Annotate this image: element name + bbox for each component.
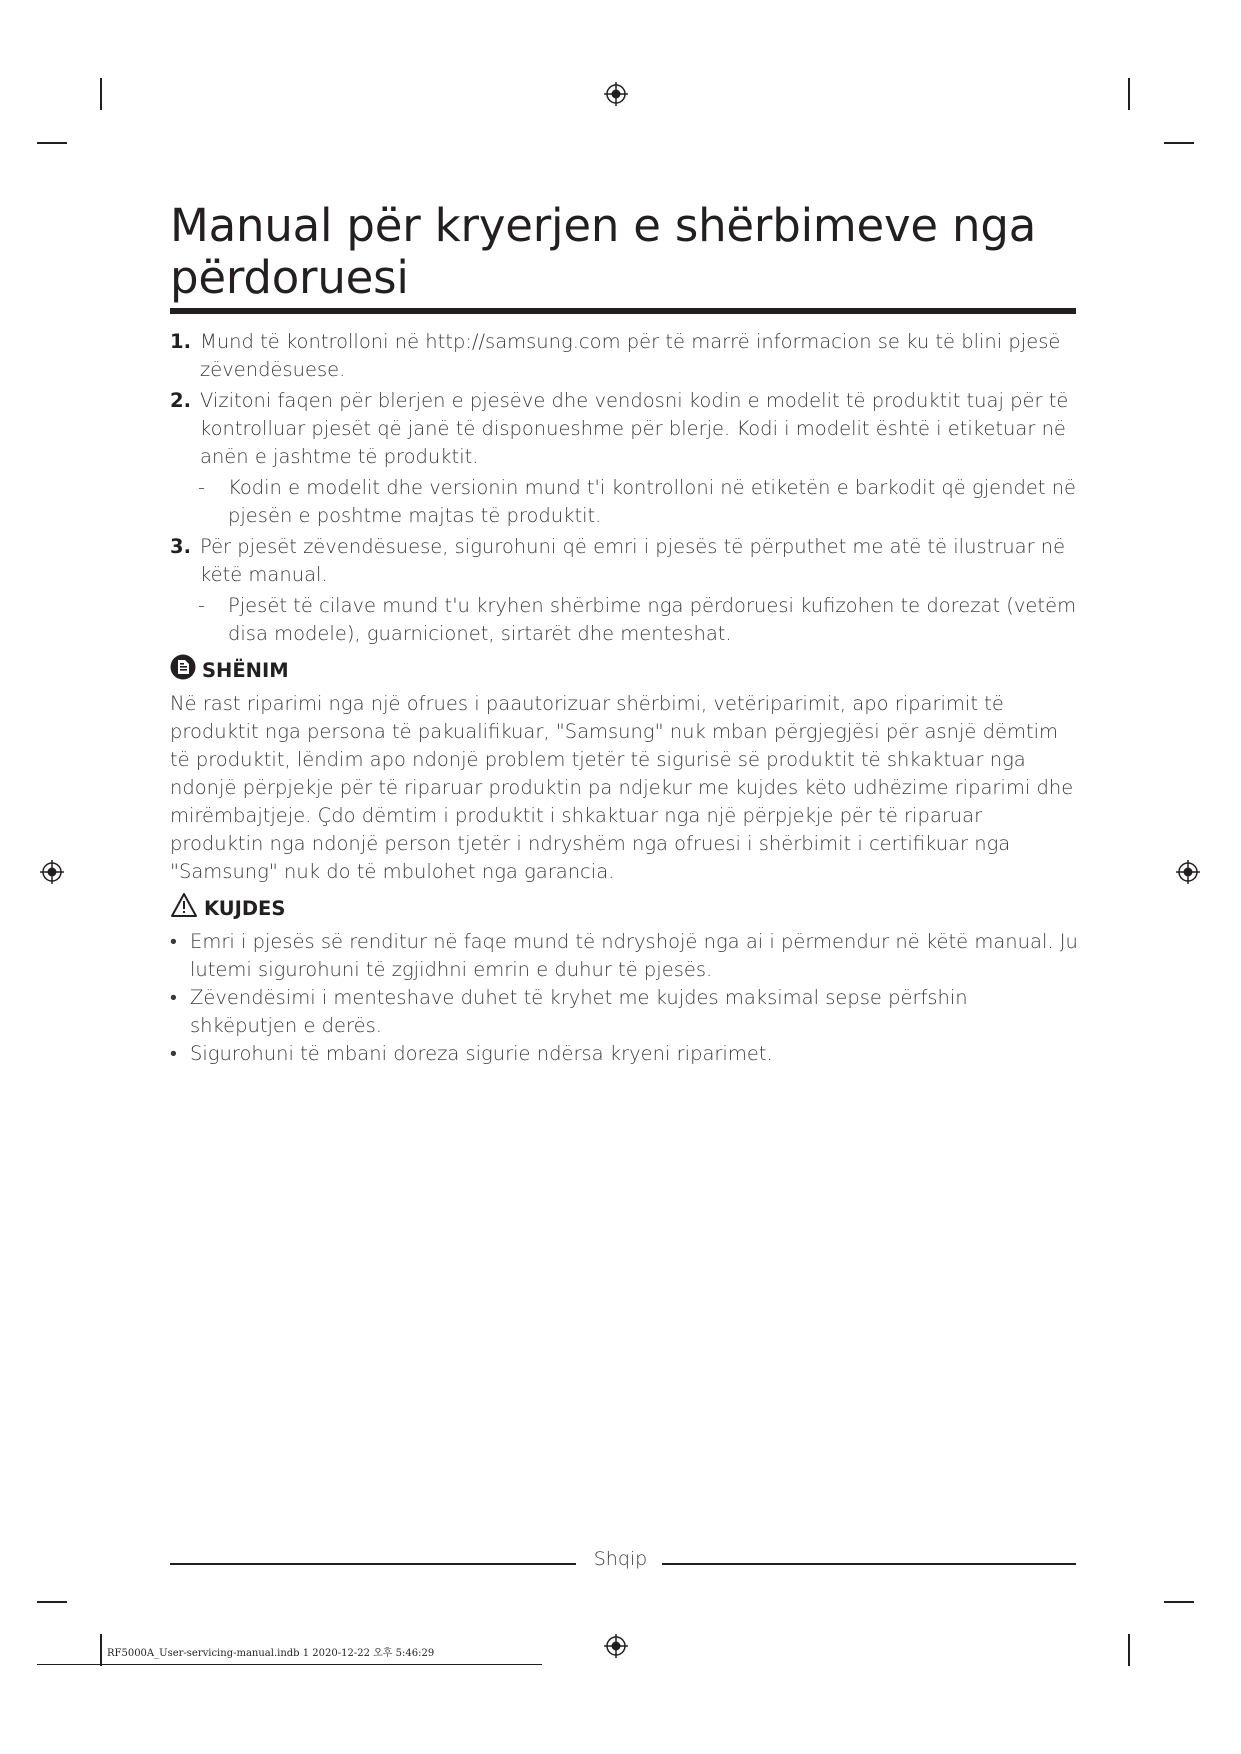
registration-mark-icon [604,1634,628,1658]
note-label: SHËNIM [202,659,289,682]
crop-mark [100,1634,102,1666]
imprint-rule [37,1664,542,1665]
bullet-marker: • [170,930,177,953]
caution-heading [170,892,1080,926]
step-number: 1. [170,330,191,353]
note-document-icon [170,654,196,688]
title-rule [170,308,1076,314]
caution-item-text: Sigurohuni të mbani doreza sigurie ndërsa kryeni riparimet. [190,1042,773,1065]
caution-item-text: Emri i pjesës së renditur në faqe mund të ndryshojë nga ai i përmendur në këtë manual. Ju lutemi sigurohuni të zgjidhni emrin e duhur të pjesës. [190,930,1078,981]
page-title: Manual për kryerjen e shërbimeve nga përdoruesi [170,199,1037,304]
warning-triangle-icon [170,892,198,926]
crop-mark [1128,1634,1130,1666]
step-text: Vizitoni faqen për blerjen e pjesëve dhe vendosni kodin e modelit të produktit tuaj për të kontrolluar pjesët që janë të disponueshme për blerje. Kodi i modelit është i etiketuar në anën e jashtme të produktit. [200,389,1069,468]
registration-mark-icon [40,860,64,884]
crop-mark [37,142,67,144]
print-imprint: RF5000A_User-servicing-manual.indb 1 2020-12-22 오후 5:46:29 [107,1648,435,1659]
dash-marker: - [198,476,206,499]
registration-mark-icon [604,82,628,106]
crop-mark [1164,142,1194,144]
step-text: Mund të kontrolloni në http://samsung.com për të marrë informacion se ku të blini pjesë zëvendësuese. [200,330,1061,381]
crop-mark [1164,1601,1194,1603]
step-3 [170,533,1080,589]
bullet-marker: • [170,1042,177,1065]
crop-mark [100,78,102,110]
registration-mark-icon [1176,860,1200,884]
step-number: 2. [170,389,191,412]
crop-mark [37,1601,67,1603]
step-1 [170,328,1080,384]
note-text: Në rast riparimi nga një ofrues i paautorizuar shërbimi, vetëriparimit, apo riparimit të produktit nga persona të pakualifikuar, "Samsung" nuk mban përgjegjësi për asnjë dëmtim të produktit, lëndim apo ndonjë problem tjetër të sigurisë së produktit të shkaktuar nga ndonjë përpjekje për të riparuar produktin pa ndjekur me kujdes këto udhëzime riparimi dhe mirëmbajtjeje. Çdo dëmtim i produktit i shkaktuar nga një përpjekje për të riparuar produktin nga ndonjë person tjetër i ndryshëm nga ofruesi i shërbimit i certifikuar nga "Samsung" nuk do të mbulohet nga garancia. [170,692,1074,883]
main-content [170,328,1080,1068]
step-2-subitem [170,474,1080,530]
step-2 [170,387,1080,471]
subitem-text: Pjesët të cilave mund t'u kryhen shërbime nga përdoruesi kufizohen te dorezat (vetëm disa modele), guarnicionet, sirtarët dhe menteshat. [228,594,1077,645]
subitem-text: Kodin e modelit dhe versionin mund t'i kontrolloni në etiketën e barkodit që gjendet në pjesën e poshtme majtas të produktit. [228,476,1077,527]
dash-marker: - [198,594,206,617]
step-3-subitem [170,592,1080,648]
step-number: 3. [170,535,191,558]
caution-label: KUJDES [204,897,286,920]
bullet-marker: • [170,986,177,1009]
footer-language: Shqip [593,1548,648,1570]
caution-item [170,928,1080,984]
note-heading [170,654,1080,688]
crop-mark [1128,78,1130,110]
caution-item [170,1040,1080,1068]
caution-item-text: Zëvendësimi i menteshave duhet të kryhet me kujdes maksimal sepse përfshin shkëputjen e derës. [190,986,968,1037]
step-text: Për pjesët zëvendësuese, sigurohuni që emri i pjesës të përputhet me atë të ilustruar në këtë manual. [200,535,1066,586]
caution-item [170,984,1080,1040]
